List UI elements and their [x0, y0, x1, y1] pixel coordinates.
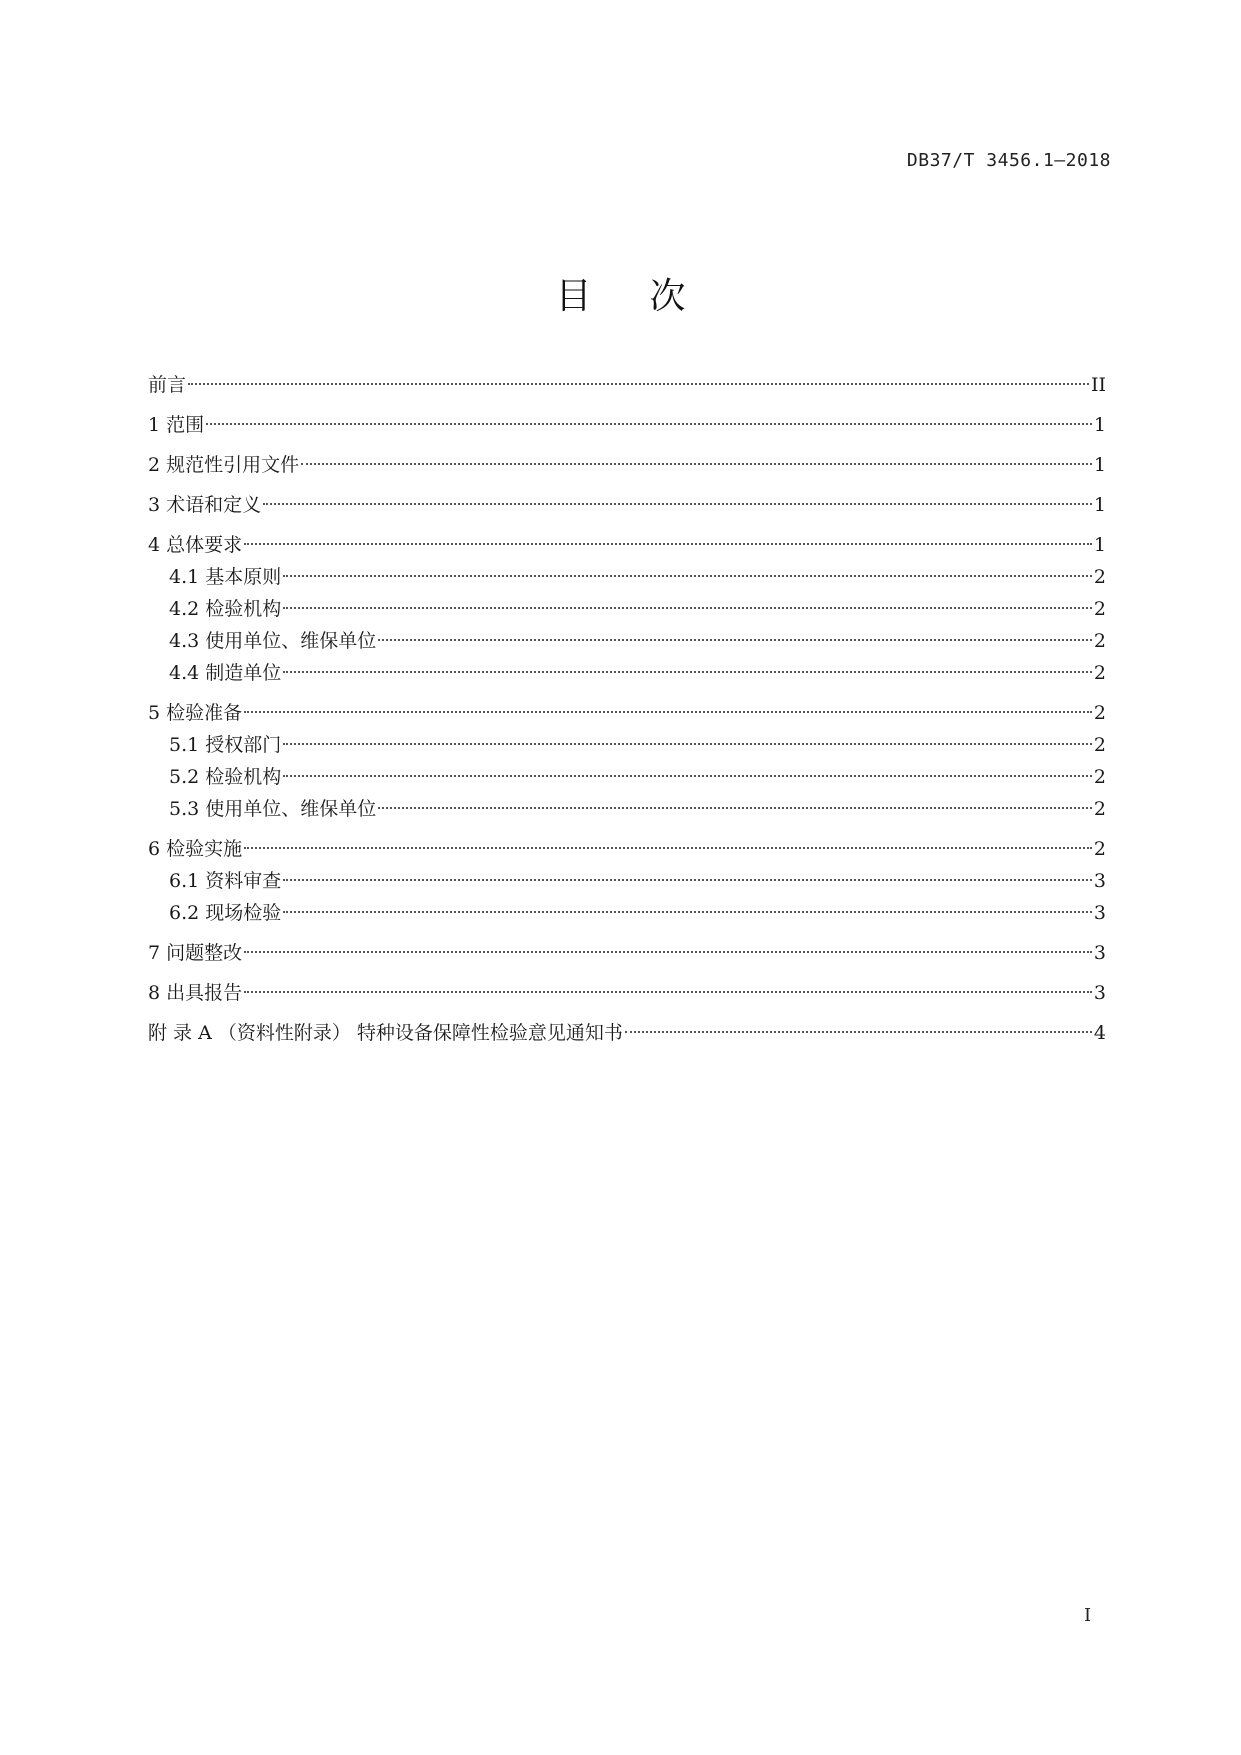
- toc-entry[interactable]: [148, 564, 1106, 590]
- toc-entry-page: 1: [1093, 534, 1106, 556]
- toc-leader-dots: [283, 911, 1092, 913]
- toc-entry[interactable]: [148, 796, 1106, 822]
- toc-entry-label: 4.1 基本原则: [169, 566, 282, 588]
- toc-entry-page: 2: [1093, 766, 1106, 788]
- toc-entry[interactable]: [148, 868, 1106, 894]
- toc-entry-page: 2: [1093, 734, 1106, 756]
- toc-entry[interactable]: [148, 452, 1106, 478]
- toc-entry[interactable]: [148, 372, 1106, 398]
- toc-leader-dots: [625, 1031, 1092, 1033]
- toc-entry-label: 6.2 现场检验: [169, 902, 282, 924]
- toc-entry[interactable]: [148, 596, 1106, 622]
- toc-entry-page: 3: [1093, 870, 1106, 892]
- table-of-contents: [148, 372, 1106, 1046]
- toc-entry[interactable]: [148, 732, 1106, 758]
- toc-entry-label: 5.3 使用单位、维保单位: [169, 798, 377, 820]
- toc-leader-dots: [378, 807, 1092, 809]
- toc-entry-label: 3 术语和定义: [148, 494, 262, 516]
- toc-title: 目次: [555, 276, 744, 317]
- toc-leader-dots: [283, 775, 1092, 777]
- toc-leader-dots: [188, 383, 1089, 385]
- toc-leader-dots: [283, 607, 1092, 609]
- toc-leader-dots: [263, 503, 1092, 505]
- toc-leader-dots: [206, 423, 1092, 425]
- toc-entry-label: 6 检验实施: [148, 838, 243, 860]
- toc-entry-label: 4.3 使用单位、维保单位: [169, 630, 377, 652]
- toc-entry-page: 3: [1093, 902, 1106, 924]
- toc-entry[interactable]: [148, 980, 1106, 1006]
- toc-entry-label: 4 总体要求: [148, 534, 243, 556]
- toc-entry-label: 4.4 制造单位: [169, 662, 282, 684]
- toc-leader-dots: [378, 639, 1092, 641]
- toc-entry[interactable]: [148, 660, 1106, 686]
- toc-entry-label: 5.2 检验机构: [169, 766, 282, 788]
- toc-entry-label: 5.1 授权部门: [169, 734, 282, 756]
- toc-entry-label: 4.2 检验机构: [169, 598, 282, 620]
- toc-leader-dots: [283, 575, 1092, 577]
- toc-entry-page: 2: [1093, 598, 1106, 620]
- toc-entry-page: 2: [1093, 838, 1106, 860]
- toc-entry-label: 前言: [148, 374, 187, 396]
- toc-entry[interactable]: [148, 1020, 1106, 1046]
- toc-entry-page: 1: [1093, 454, 1106, 476]
- toc-entry-page: 2: [1093, 566, 1106, 588]
- toc-entry-label: 6.1 资料审查: [169, 870, 282, 892]
- toc-leader-dots: [301, 463, 1092, 465]
- toc-entry-label: 附 录 A （资料性附录） 特种设备保障性检验意见通知书: [148, 1022, 623, 1044]
- toc-entry-page: 2: [1093, 702, 1106, 724]
- toc-leader-dots: [283, 671, 1092, 673]
- toc-leader-dots: [283, 743, 1092, 745]
- toc-entry[interactable]: [148, 700, 1106, 726]
- toc-entry-page: 4: [1093, 1022, 1106, 1044]
- toc-entry-label: 7 问题整改: [148, 942, 243, 964]
- toc-entry-label: 8 出具报告: [148, 982, 243, 1004]
- toc-entry-label: 2 规范性引用文件: [148, 454, 300, 476]
- toc-entry-page: 1: [1093, 494, 1106, 516]
- toc-leader-dots: [244, 847, 1092, 849]
- toc-entry-page: 2: [1093, 630, 1106, 652]
- toc-entry[interactable]: [148, 412, 1106, 438]
- toc-entry-label: 1 范围: [148, 414, 205, 436]
- toc-entry[interactable]: [148, 492, 1106, 518]
- toc-entry-page: 2: [1093, 662, 1106, 684]
- toc-leader-dots: [244, 543, 1092, 545]
- toc-leader-dots: [244, 951, 1092, 953]
- toc-entry[interactable]: [148, 764, 1106, 790]
- toc-entry-label: 5 检验准备: [148, 702, 243, 724]
- toc-entry-page: II: [1090, 374, 1106, 396]
- toc-entry-page: 2: [1093, 798, 1106, 820]
- toc-entry[interactable]: [148, 836, 1106, 862]
- toc-leader-dots: [244, 711, 1092, 713]
- toc-leader-dots: [283, 879, 1092, 881]
- document-number: DB37/T 3456.1—2018: [906, 150, 1111, 171]
- toc-entry[interactable]: [148, 532, 1106, 558]
- toc-entry-page: 3: [1093, 982, 1106, 1004]
- toc-leader-dots: [244, 991, 1092, 993]
- toc-entry-page: 1: [1093, 414, 1106, 436]
- toc-entry[interactable]: [148, 628, 1106, 654]
- page-number: I: [1084, 1605, 1092, 1626]
- toc-entry-page: 3: [1093, 942, 1106, 964]
- toc-entry[interactable]: [148, 940, 1106, 966]
- toc-entry[interactable]: [148, 900, 1106, 926]
